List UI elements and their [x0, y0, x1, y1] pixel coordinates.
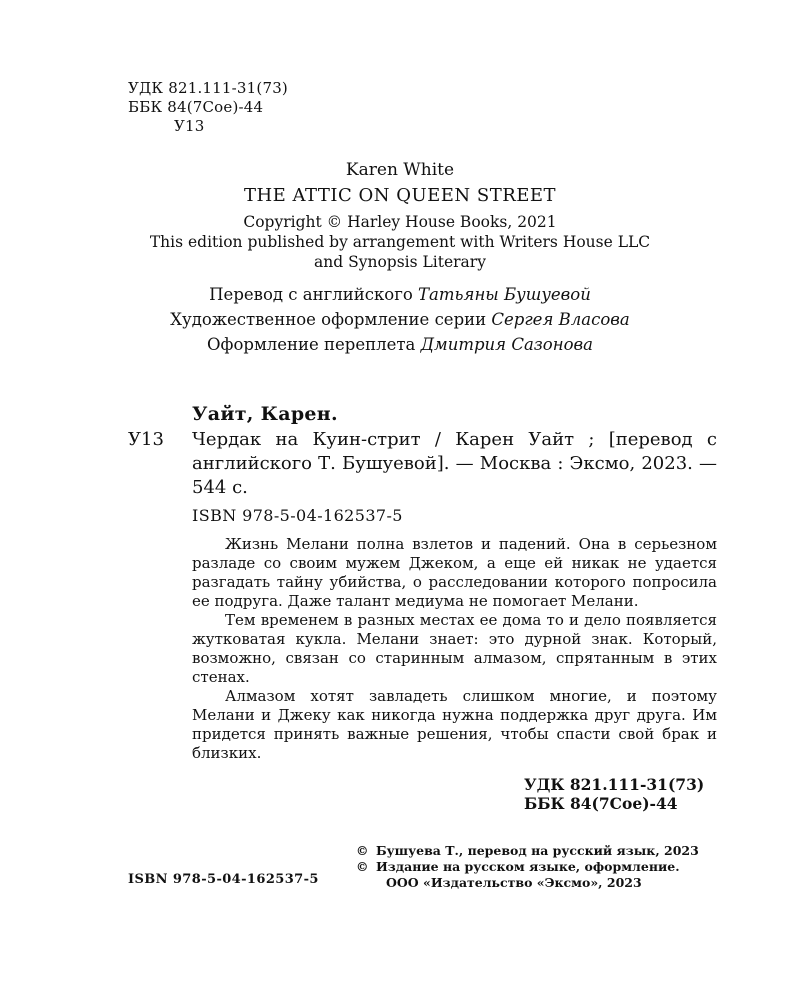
series-design-label: Художественное оформление серии [170, 310, 487, 329]
copyright-translation-text: Бушуева Т., перевод на русский язык, 2023 [376, 843, 699, 858]
copyright-edition [356, 859, 699, 875]
bbk-code: ББК 84(7Сое)-44 [128, 98, 264, 116]
author-code: У13 [174, 117, 205, 135]
annotation-paragraph: Жизнь Мелани полна взлетов и падений. Она в серьезном разладе со своим мужем Джеком, а еще ей никак не удается разгадать тайну убийства, о расследовании которого попросила ее подруга. Даже талант медиума не помогает Мелани. [192, 535, 717, 610]
publisher: ООО «Издательство «Эксмо», 2023 [386, 875, 642, 890]
original-title: THE ATTIC ON QUEEN STREET [243, 185, 557, 206]
copyright-symbol: © [356, 843, 369, 858]
edition-line-1: This edition published by arrangement with Writers House LLC [149, 233, 651, 251]
original-rights [0, 212, 800, 272]
copyright-notes [356, 843, 699, 891]
original-author: Karen White [345, 160, 455, 180]
bbk-code-bold: ББК 84(7Сое)-44 [524, 794, 678, 813]
classification-codes-bold [524, 775, 704, 813]
bibliographic-record: Чердак на Куин-стрит / Карен Уайт ; [перевод с английского Т. Бушуевой]. — Москва : Эксмо, 2023. — 544 с. [192, 429, 717, 498]
isbn-footer: ISBN 978-5-04-162537-5 [128, 872, 319, 887]
classification-block [128, 79, 288, 136]
annotation [192, 535, 717, 763]
copyright-edition-text: Издание на русском языке, оформление. [376, 859, 680, 874]
annotation-paragraph: Тем временем в разных местах ее дома то и дело появляется жутковатая кукла. Мелани знает: это дурной знак. Который, возможно, связан со старинным алмазом, спрятанным в этих стенах. [192, 611, 717, 686]
copyright-symbol: © [356, 859, 369, 874]
isbn: ISBN 978-5-04-162537-5 [192, 506, 403, 525]
cover-designer-name: Дмитрия Сазонова [420, 335, 593, 354]
udk-code: УДК 821.111-31(73) [128, 79, 288, 97]
author-heading: Уайт, Карен. [192, 403, 338, 425]
series-designer-name: Сергея Власова [491, 310, 630, 329]
translation-credit [0, 282, 800, 307]
index-code: У13 [128, 429, 164, 450]
edition-line-2: and Synopsis Literary [314, 253, 486, 271]
cover-design-credit [0, 332, 800, 357]
copyright-line: Copyright © Harley House Books, 2021 [243, 213, 557, 231]
staff-credits [0, 282, 800, 357]
series-design-credit [0, 307, 800, 332]
copyright-translation [356, 843, 699, 859]
cover-design-label: Оформление переплета [207, 335, 416, 354]
annotation-paragraph: Алмазом хотят завладеть слишком многие, и поэтому Мелани и Джеку как никогда нужна поддержка друг друга. Им придется принять важные решения, чтобы спасти свой брак и близких. [192, 687, 717, 762]
translation-label: Перевод с английского [209, 285, 413, 304]
udk-code-bold: УДК 821.111-31(73) [524, 775, 705, 794]
translator-name: Татьяны Бушуевой [418, 285, 591, 304]
